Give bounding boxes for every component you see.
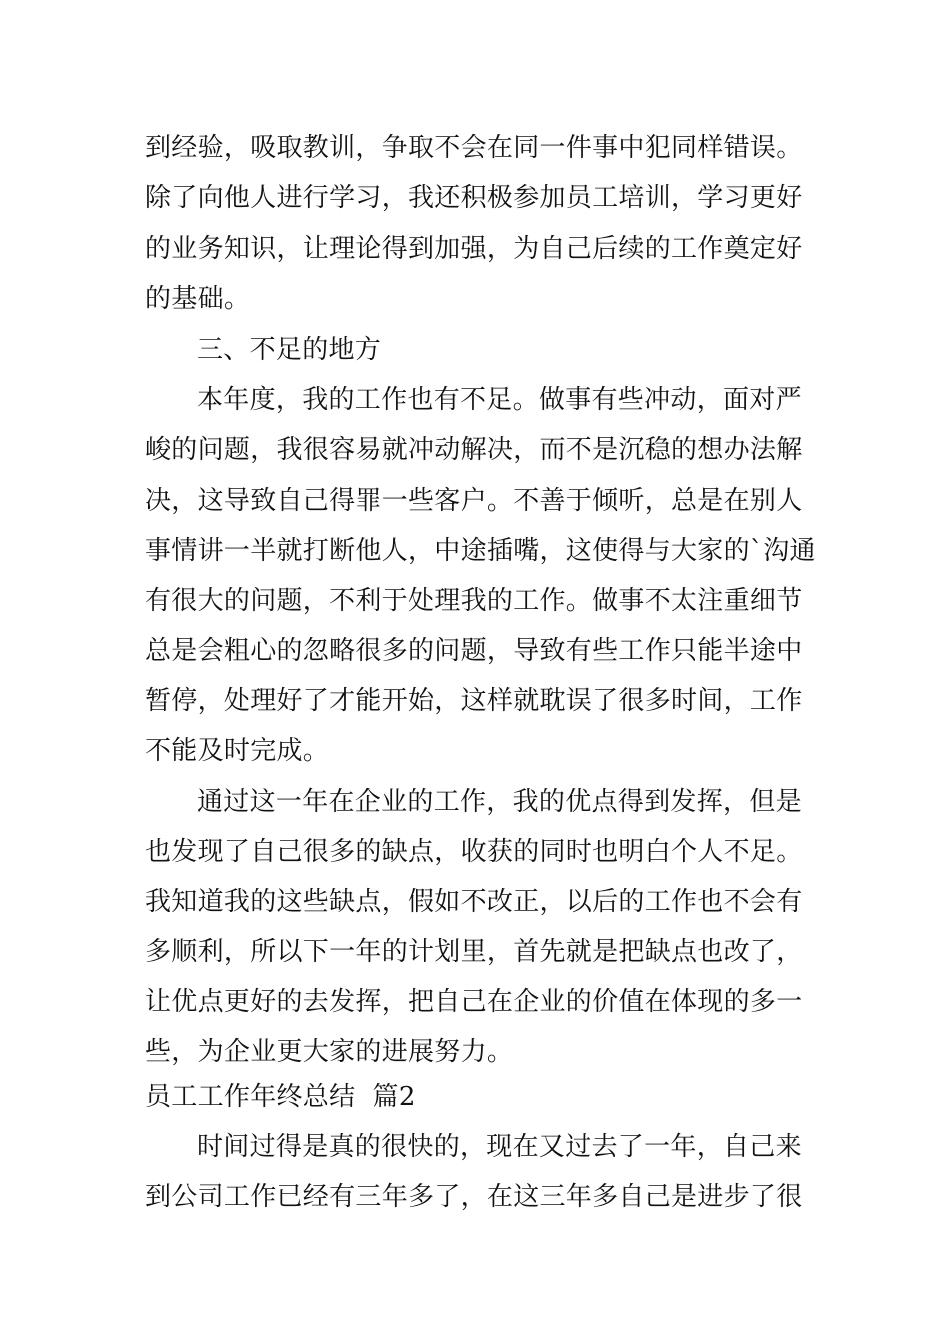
text-line: 的基础。: [145, 284, 251, 314]
text-line: 总是会粗心的忽略很多的问题，导致有些工作只能半途中: [145, 636, 803, 666]
text-line: 让优点更好的去发挥，把自己在企业的价值在体现的多一: [145, 987, 803, 1017]
text-line: 决，这导致自己得罪一些客户。不善于倾听，总是在别人: [145, 486, 803, 516]
text-line: 暂停，处理好了才能开始，这样就耽误了很多时间，工作: [145, 686, 803, 716]
text-line: 些，为企业更大家的进展努力。: [145, 1037, 514, 1067]
text-line: 到公司工作已经有三年多了，在这三年多自己是进步了很: [145, 1182, 803, 1212]
text-line: 事情讲一半就打断他人，中途插嘴，这使得与大家的`沟通: [145, 536, 816, 566]
text-line: 通过这一年在企业的工作，我的优点得到发挥，但是: [197, 787, 802, 817]
text-line: 我知道我的这些缺点，假如不改正，以后的工作也不会有: [145, 887, 803, 917]
article-title: 员工工作年终总结 篇2: [145, 1082, 416, 1112]
text-line: 峻的问题，我很容易就冲动解决，而不是沉稳的想办法解: [145, 435, 803, 465]
text-line: 不能及时完成。: [145, 736, 330, 766]
text-line: 的业务知识，让理论得到加强，为自己后续的工作奠定好: [145, 234, 803, 264]
text-line: 除了向他人进行学习，我还积极参加员工培训，学习更好: [145, 183, 803, 213]
text-line: 也发现了自己很多的缺点，收获的同时也明白个人不足。: [145, 837, 803, 867]
text-line: 有很大的问题，不利于处理我的工作。做事不太注重细节: [145, 586, 803, 616]
text-line: 本年度，我的工作也有不足。做事有些冲动，面对严: [197, 385, 802, 415]
section-heading: 三、不足的地方: [197, 335, 382, 365]
text-line: 多顺利，所以下一年的计划里，首先就是把缺点也改了，: [145, 937, 803, 967]
text-line: 时间过得是真的很快的，现在又过去了一年，自己来: [197, 1132, 802, 1162]
text-line: 到经验，吸取教训，争取不会在同一件事中犯同样错误。: [145, 133, 803, 163]
